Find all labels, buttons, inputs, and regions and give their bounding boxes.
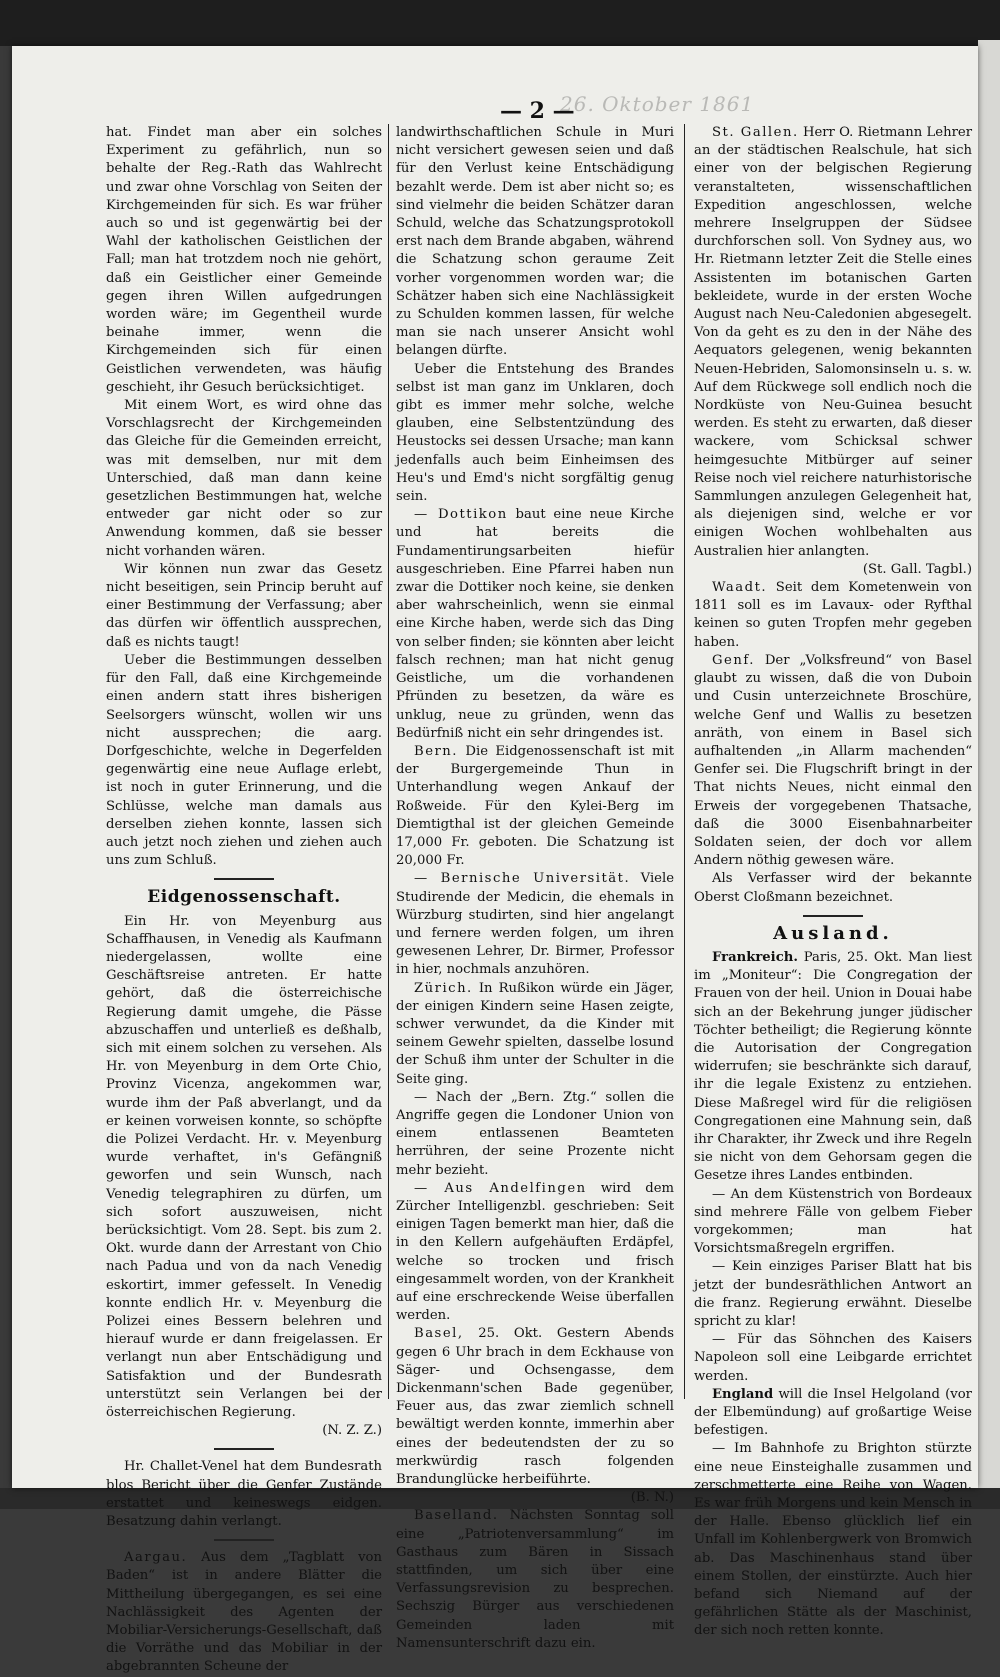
- source-attribution: (B. N.): [630, 1490, 674, 1506]
- paragraph-text: In Rußikon würde ein Jäger, der einigen Kindern seine Hasen zeigte, schwer verwundet, da die Kinder mit seinem Gewehr spielten, dasselbe losund der Schuß ihm unter der Schulter in die Seite ging.: [396, 980, 674, 1087]
- place-name: — Dottikon: [414, 507, 508, 523]
- paragraph: — Für das Söhnchen des Kaisers Napoleon soll eine Leibgarde errichtet werden.: [694, 1332, 972, 1384]
- paragraph: — An dem Küstenstrich von Bordeaux sind mehrere Fälle von gelbem Fieber vorgekommen; man hat Vorsichtsmaßregeln ergriffen.: [694, 1186, 972, 1257]
- column-2: [396, 124, 674, 1653]
- paragraph-text: Herr O. Rietmann Lehrer an der städtischen Realschule, hat sich einer von der belgischen Regierung veranstalteten, wissenschaftlichen Expedition angeschlossen, welche mehrere Inselgruppen der Südsee durchforschen soll. Von Sydney aus, wo Hr. Rietmann letzter Zeit die Stelle eines Assistenten im botanischen Garten bekleidete, wurde in der ersten Woche August nach Neu-Caledonien abgesegelt. Von da geht es zu den in der Nähe des Aequators gelegenen, wenig bekannten Neuen-Hebriden, Salomonsinseln u. s. w. Auf dem Rückwege soll endlich noch die Nordküste von Neu-Guinea besucht werden. Es steht zu erwarten, daß dieser wackere, vom Schicksal schwer heimgesuchte Mitbürger auf seiner Reise noch viel reichere naturhistorische Sammlungen anzulegen Gelegenheit hat, als diejenigen sind, welche er vor einigen Wochen wohlbehalten aus Australien hier anlangten.: [694, 125, 972, 559]
- paragraph-text: Paris, 25. Okt. Man liest im „Moniteur“: Die Congregation der Frauen von der heil. Union in Douai habe sich an der Bekehrung junger jüdischer Töchter betheiligt; die Regierung könnte die Autorisation der Congregation widerrufen; sie beschränkte sich darauf, ihr die legale Existenz zu entziehen. Diese Maßregel wird für die religiösen Congregationen eine Mahnung sein, daß ihr Charakter, ihr Zweck und ihre Regeln sie nicht von dem Gehorsam gegen die Gesetze ihres Landes entbinden.: [694, 949, 972, 1184]
- place-name: — Bernische Universität.: [414, 871, 631, 887]
- paragraph: Als Verfasser wird der bekannte Oberst Cloßmann bezeichnet.: [694, 871, 972, 905]
- place-name: Genf.: [712, 652, 755, 668]
- place-name: Baselland.: [414, 1508, 499, 1524]
- paragraph-text: Der „Volksfreund“ von Basel glaubt zu wissen, daß die von Duboin und Cusin unterzeichnete Broschüre, welche Genf und Wallis zu besetzen anräth, von einem in Basel sich aufhaltenden „in Allarm machenden“ Genfer sei. Die Flugschrift bringt in der That nichts Neues, nicht einmal den Erweis der vorgegebenen Thatsache, daß die 3000 Eisenbahnarbeiter Soldaten seien, der doch vor allem Andern nöthig gewesen wäre.: [694, 652, 972, 869]
- source-attribution: (St. Gall. Tagbl.): [862, 561, 972, 577]
- paragraph: hat. Findet man aber ein solches Experiment zu gefährlich, nun so behalte der Reg.-Rath das Wahlrecht und zwar ohne Vorschlag von Seiten der Kirchgemeinden für sich. Es war früher auch so und ist gegenwärtig bei der Wahl der katholischen Geistlichen der Fall; man hat trotzdem noch nie gehört, daß ein Geistlicher einer Gemeinde gegen ihren Willen aufgedrungen worden wäre; im Gegentheil wurde beinahe immer, wenn die Kirchgemeinden sich für einen Geistlichen verwendeten, was häufig geschieht, ihr Gesuch berücksichtiget.: [106, 125, 382, 395]
- paragraph: landwirthschaftlichen Schule in Muri nicht versichert gewesen seien und daß für den Verlust keine Entschädigung bezahlt werde. Dem ist aber nicht so; es sind vielmehr die beiden Schätzer daran Schuld, welche das Schatzungsprotokoll erst nach dem Brande abgaben, während die Schatzung schon geraume Zeit vorher vorgenommen worden war; die Schätzer haben sich eine Nachlässigkeit zu Schulden kommen lassen, für welche man sie nach unserer Ansicht wohl belangen dürfte.: [396, 125, 674, 359]
- place-name: — Aus Andelfingen: [414, 1180, 587, 1196]
- place-name: Waadt.: [712, 580, 768, 596]
- article-divider: [214, 1539, 274, 1541]
- place-name: Aargau.: [124, 1550, 188, 1566]
- paragraph-text: baut eine neue Kirche und hat bereits die Fundamentirungsarbeiten hiefür ausgeschrieben. Eine Pfarrei haben nun zwar die Dottiker noch keine, sie denken aber wahrscheinlich, wenn sie einmal eine Kirche haben, werde sich das Ding von selber finden; sie könnten aber leicht falsch rechnen; man hat nicht genug Geistliche, um die vorhandenen Pfründen zu besetzen, da wäre es unklug, neue zu gründen, wenn das Bedürfniß nicht ein sehr dringendes ist.: [396, 507, 674, 741]
- page-number: — 2 —: [500, 98, 575, 124]
- place-name: Bern.: [414, 743, 458, 759]
- paragraph-text: Nächsten Sonntag soll eine „Patriotenversammlung“ im Gasthaus zum Bären in Sissach stattfinden, um sich über eine Verfassungsrevision zu besprechen. Sechszig Bürger aus verschiedenen Gemeinden laden mit Namensunterschrift dazu ein.: [396, 1508, 674, 1651]
- country-name: England: [712, 1386, 774, 1402]
- paragraph-text: Seit dem Kometenwein von 1811 soll es im Lavaux- oder Ryfthal keinen so guten Tropfen mehr gegeben haben.: [694, 580, 972, 650]
- column-rule-right: [684, 124, 685, 1399]
- paragraph: — Nach der „Bern. Ztg.“ sollen die Angriffe gegen die Londoner Union von einem entlassenen Beamteten herrühren, der seine Prozente nicht mehr bezieht.: [396, 1089, 674, 1178]
- column-3: [694, 124, 972, 1641]
- scan-top-border: [0, 0, 1000, 46]
- paragraph-text: Viele Studirende der Medicin, die ehemals in Würzburg studirten, sind hier angelangt und fernere werden folgen, um ihren gewesenen Lehrer, Dr. Birmer, Professor in hier, nochmals anzuhören.: [396, 871, 674, 978]
- section-heading: Ausland.: [773, 922, 893, 944]
- paragraph-text: 25. Okt. Gestern Abends gegen 6 Uhr brach in dem Eckhause von Säger- und Ochsengasse, dem Dickenmann'schen Bade gegenüber, Feuer aus, das zwar ziemlich schnell bewältigt werden konnte, immerhin aber eines der bedeutendsten der zu so merkwürdig rasch folgenden Brandunglücke herbeiführte.: [396, 1326, 674, 1488]
- paragraph: Wir können nun zwar das Gesetz nicht beseitigen, sein Princip beruht auf einer Bestimmung der Verfassung; aber das dürfen wir öffentlich aussprechen, daß es nichts taugt!: [106, 561, 382, 650]
- bleed-through-header: 26. Oktober 1861: [560, 92, 755, 116]
- paragraph: Ueber die Bestimmungen desselben für den Fall, daß eine Kirchgemeinde einen andern statt ihres bisherigen Seelsorgers wünscht, wollen wir uns nicht aussprechen; die aarg. Dorfgeschichte, welche in Degerfelden gegenwärtig eine neue Auflage erlebt, ist noch in guter Erinnerung, und die Schlüsse, welche man damals aus derselben ziehen konnte, lassen sich auch jetzt noch ziehen und ziehen auch uns zum Schluß.: [106, 652, 382, 869]
- paragraph-text: Die Eidgenossenschaft ist mit der Burgergemeinde Thun in Unterhandlung wegen Ankauf der Roßweide. Für den Kylei-Berg im Diemtigthal ist der gleichen Gemeinde 17,000 Fr. geboten. Die Schatzung ist 20,000 Fr.: [396, 743, 674, 869]
- column-rule-left: [388, 124, 389, 1399]
- paragraph: Ueber die Entstehung des Brandes selbst ist man ganz im Unklaren, doch gibt es immer mehr solche, welche glauben, eine Selbstentzündung des Heustocks sei dessen Ursache; man kann jedenfalls auch beim Einheimsen des Heu's und Emd's nicht sorgfältig genug sein.: [396, 361, 674, 505]
- place-name: Zürich.: [414, 980, 473, 996]
- source-attribution: (N. Z. Z.): [322, 1423, 382, 1439]
- article-divider: [214, 1448, 274, 1450]
- place-name: Basel,: [414, 1326, 464, 1342]
- paragraph-text: wird dem Zürcher Intelligenzbl. geschrieben: Seit einigen Tagen bemerkt man hier, daß die in den Kellern aufgehäuften Erdäpfel, welche so trocken und frisch eingesammelt worden, von der Krankheit auf eine erschreckende Weise überfallen werden.: [396, 1180, 675, 1324]
- paragraph-text: will die Insel Helgoland (vor der Elbemündung) auf großartige Weise befestigen.: [694, 1386, 972, 1439]
- section-divider: [803, 915, 863, 917]
- section-divider: [214, 878, 274, 880]
- paragraph: Mit einem Wort, es wird ohne das Vorschlagsrecht der Kirchgemeinden das Gleiche für die Gemeinden erreicht, was mit demselben, nur mit dem Unterschied, daß man dann keine gesetzlichen Bestimmungen hat, welche entweder gar nicht oder so zur Anwendung kommen, daß sie besser nicht vorhanden wären.: [106, 398, 382, 559]
- section-heading: Eidgenossenschaft.: [147, 887, 341, 908]
- paragraph-text: Aus dem „Tagblatt von Baden“ ist in andere Blätter die Mittheilung übergegangen, es sei eine Nachlässigkeit des Agenten der Mobiliar-Versicherungs-Gesellschaft, daß die Vorräthe und das Mobiliar in der abgebrannten Scheune der: [106, 1550, 382, 1675]
- paragraph: Hr. Challet-Venel hat dem Bundesrath blos Bericht über die Genfer Zustände erstattet und keineswegs eidgen. Besatzung dahin verlangt.: [106, 1459, 382, 1530]
- column-1: [106, 124, 382, 1677]
- place-name: St. Gallen.: [712, 125, 799, 140]
- adjacent-page-edge: [978, 40, 1000, 1490]
- paragraph: Ein Hr. von Meyenburg aus Schaffhausen, in Venedig als Kaufmann niedergelassen, wollte eine Geschäftsreise antreten. Er hatte gehört, daß die österreichische Regierung damit umgehe, die Pässe abzuschaffen und unterließ es deßhalb, sich mit einem solchen zu versehen. Als Hr. von Meyenburg in dem Orte Chio, Provinz Vicenza, angekommen war, wurde ihm der Paß abverlangt, und da er keinen vorweisen konnte, so schöpfte die Polizei Verdacht. Hr. v. Meyenburg wurde verhaftet, in's Gefängniß geworfen und sein Wunsch, nach Venedig telegraphiren zu dürfen, um sich sofort auszuweisen, nicht berücksichtigt. Vom 28. Sept. bis zum 2. Okt. wurde dann der Arrestant von Chio nach Padua und von da nach Venedig eskortirt, immer gefesselt. In Venedig konnte endlich Hr. v. Meyenburg die Polizei eines Bessern belehren und hierauf wurde er dann freigelassen. Er verlangt nun aber Entschädigung und Satisfaktion und der Bundesrath unterstützt sein Verlangen bei der österreichischen Regierung.: [106, 913, 382, 1421]
- country-name: Frankreich.: [712, 949, 798, 965]
- paragraph: — Im Bahnhofe zu Brighton stürzte eine neue Einsteighalle zusammen und zerschmetterte eine Reihe von Wagen. Es war früh Morgens und kein Mensch in der Halle. Ebenso glücklich lief ein Unfall im Kohlenbergwerk von Bromwich ab. Das Maschinenhaus stand über einem Stollen, der einstürzte. Auch hier befand sich Niemand auf der gefährlichen Stätte als der Maschinist, der sich noch retten konnte.: [694, 1441, 972, 1639]
- paragraph: — Kein einziges Pariser Blatt hat bis jetzt der bundesräthlichen Antwort an die franz. Regierung erwähnt. Dieselbe spricht zu klar!: [694, 1259, 972, 1329]
